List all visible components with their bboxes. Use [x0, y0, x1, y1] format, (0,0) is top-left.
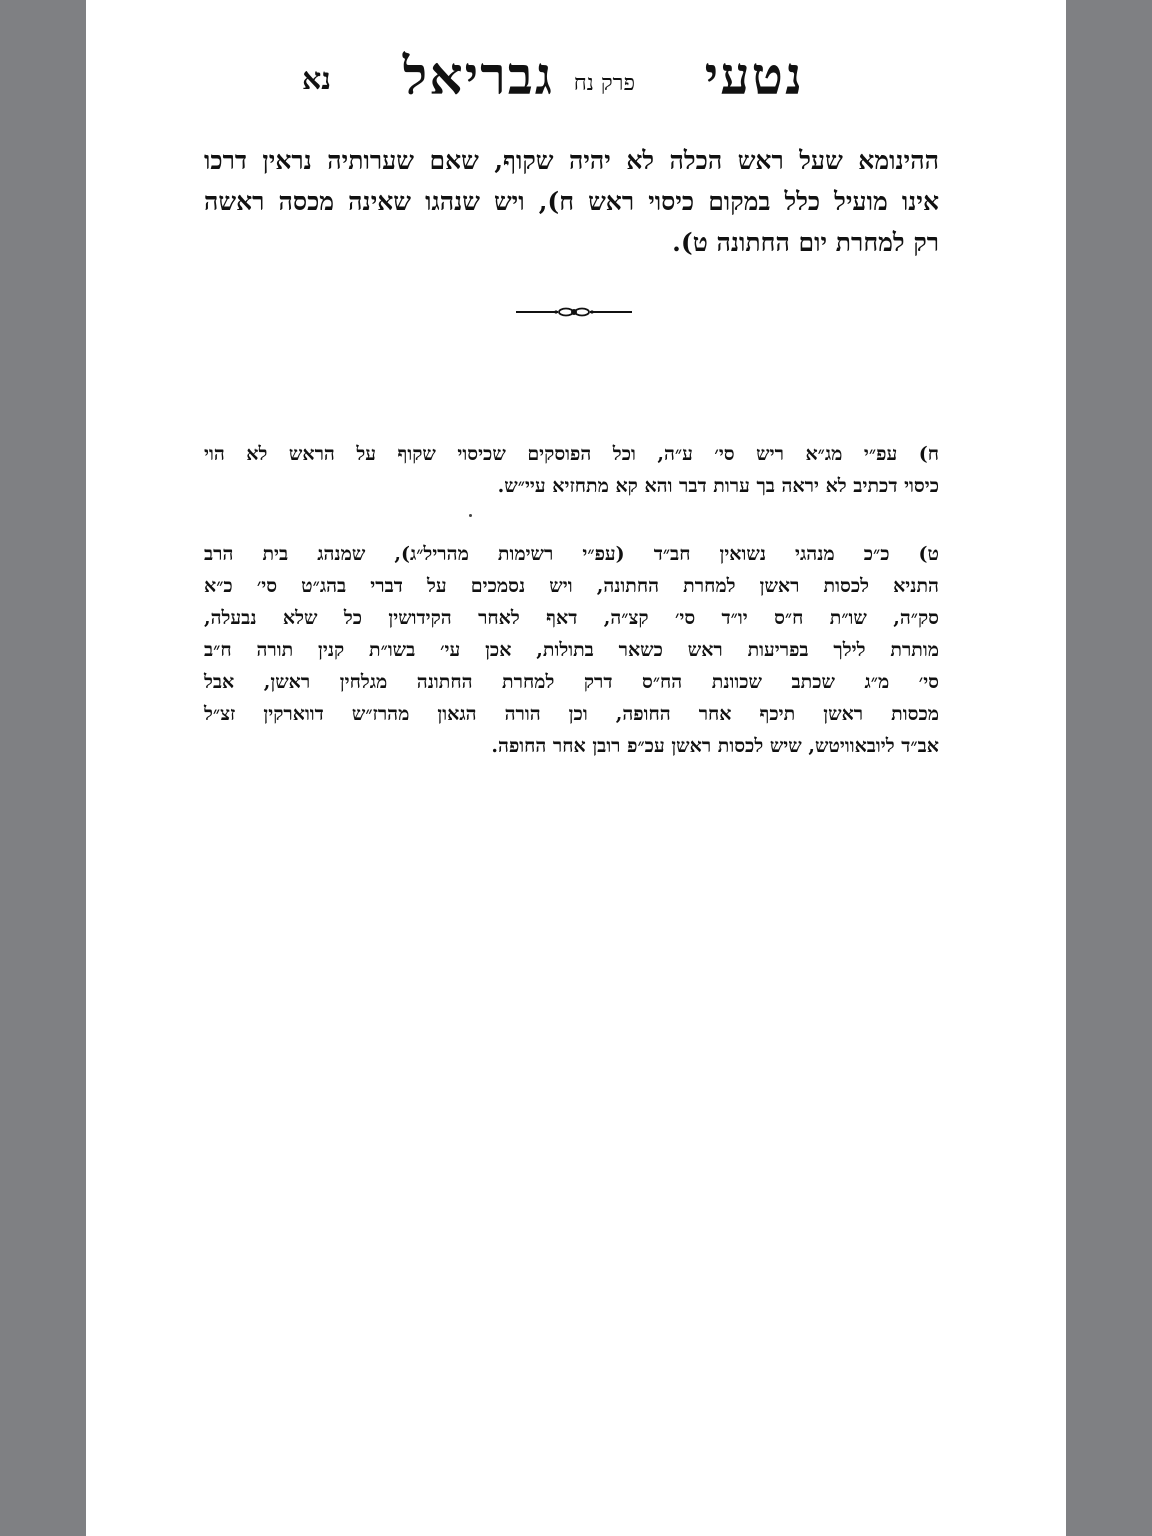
- main-text-line: אינו מועיל כלל במקום כיסוי ראש ח), ויש שנהגו שאינה מכסה ראשה: [204, 187, 939, 216]
- footnote-line: ח) עפ״י מג״א ריש סי׳ ע״ה, וכל הפוסקים שכיסוי שקוף על הראש לא הוי: [204, 443, 939, 465]
- footnote-line: מכסות ראשן תיכף אחר החופה, וכן הורה הגאון מהרז״ש דווארקין זצ״ל: [204, 703, 939, 725]
- footnote-line: סי׳ מ״ג שכתב שכוונת הח״ס דרק למחרת החתונה מגלחין ראשן, אבל: [204, 671, 939, 693]
- page-header: [86, 0, 1066, 130]
- footnote-line: כיסוי דכתיב לא יראה בך ערות דבר והא קא מתחזיא עיי״ש.: [497, 475, 939, 497]
- main-paragraph: [204, 140, 939, 263]
- main-text-line: ההינומא שעל ראש הכלה לא יהיה שקוף, שאם שערותיה נראין דרכו: [204, 146, 939, 175]
- main-text-line: רק למחרת יום החתונה ט).: [672, 228, 939, 257]
- header-chapter: פרק נח: [573, 71, 635, 96]
- footnote-tet: [204, 538, 939, 762]
- header-title-part2: גבריאל: [402, 46, 554, 107]
- footnote-line: ט) כ״כ מנהגי נשואין חב״ד (עפ״י רשימות מהריל״ג), שמנהג בית הרב: [204, 543, 939, 565]
- header-page-number: נא: [301, 62, 331, 97]
- footnote-line: אב״ד ליובאוויטש, שיש לכסות ראשן עכ״פ רובן אחר החופה.: [491, 735, 939, 757]
- book-page: [86, 0, 1066, 1536]
- footnote-line: סק״ה, שו״ת ח״ס יו״ד סי׳ קצ״ה, דאף לאחר הקידושין כל שלא נבעלה,: [204, 607, 939, 629]
- header-title-part1: נטעי: [704, 46, 804, 107]
- footnote-line: מותרת לילך בפריעות ראש כשאר בתולות, אכן עי׳ בשו״ת קנין תורה ח״ב: [204, 639, 939, 661]
- footnote-chet: [204, 438, 939, 502]
- ornamental-divider: [514, 300, 634, 324]
- scan-speck: [469, 514, 472, 517]
- footnote-line: התניא לכסות ראשן למחרת החתונה, ויש נסמכים על דברי בהג״ט סי׳ כ״א: [204, 575, 939, 597]
